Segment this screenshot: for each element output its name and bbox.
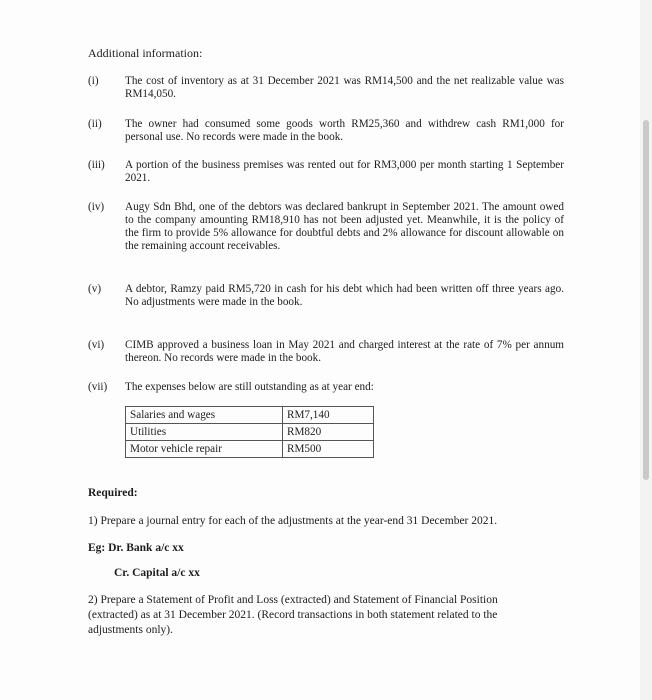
outstanding-expenses-table — [125, 406, 374, 458]
expense-amount: RM7,140 — [283, 407, 374, 424]
additional-info-heading: Additional information: — [88, 46, 203, 60]
info-item-vii — [88, 381, 564, 394]
expense-label: Salaries and wages — [126, 407, 283, 424]
expense-amount: RM820 — [283, 424, 374, 441]
question-2: 2) Prepare a Statement of Profit and Loss (extracted) and Statement of Financial Position (extracted) as at 31 December 2021. (Record transactions in both statement related to the adjustments only). — [88, 594, 498, 636]
table-row — [126, 424, 374, 441]
item-number: (i) — [88, 75, 99, 87]
item-text: Augy Sdn Bhd, one of the debtors was declared bankrupt in September 2021. The amount owed to the company amounting RM18,910 has not been adjusted yet. Meanwhile, it is the policy of the firm to provide 5% allowance for doubtful debts and 2% allowance for discount allowable on the remaining account receivables. — [125, 201, 564, 252]
info-item-ii — [88, 118, 564, 144]
info-item-iii — [88, 159, 564, 185]
table-row — [126, 407, 374, 424]
example-debit: Eg: Dr. Bank a/c xx — [88, 542, 184, 554]
info-item-iv — [88, 201, 564, 253]
item-number: (ii) — [88, 118, 102, 130]
item-number: (v) — [88, 283, 102, 295]
scrollbar-thumb[interactable] — [643, 120, 649, 480]
item-number: (iii) — [88, 159, 105, 171]
item-text: A debtor, Ramzy paid RM5,720 in cash for his debt which had been written off three years ago. No adjustments were made in the book. — [125, 283, 564, 308]
vertical-scrollbar[interactable] — [640, 0, 652, 700]
expense-label: Motor vehicle repair — [126, 441, 283, 458]
example-credit: Cr. Capital a/c xx — [114, 567, 200, 579]
item-text: The cost of inventory as at 31 December 2021 was RM14,500 and the net realizable value was RM14,050. — [125, 75, 564, 100]
info-item-i — [88, 75, 564, 101]
item-text: The owner had consumed some goods worth RM25,360 and withdrew cash RM1,000 for personal use. No records were made in the book. — [125, 118, 564, 143]
item-text: The expenses below are still outstanding as at year end: — [125, 381, 374, 393]
table-row — [126, 441, 374, 458]
item-text: A portion of the business premises was rented out for RM3,000 per month starting 1 September 2021. — [125, 159, 564, 184]
info-item-v — [88, 283, 564, 309]
item-text: CIMB approved a business loan in May 2021 and charged interest at the rate of 7% per annum thereon. No records were made in the book. — [125, 339, 564, 364]
item-number: (vii) — [88, 381, 108, 393]
expense-label: Utilities — [126, 424, 283, 441]
expense-amount: RM500 — [283, 441, 374, 458]
info-item-vi — [88, 339, 564, 365]
required-heading: Required: — [88, 487, 138, 499]
item-number: (iv) — [88, 201, 105, 213]
item-number: (vi) — [88, 339, 105, 351]
question-1: 1) Prepare a journal entry for each of the adjustments at the year-end 31 December 2021. — [88, 515, 498, 527]
